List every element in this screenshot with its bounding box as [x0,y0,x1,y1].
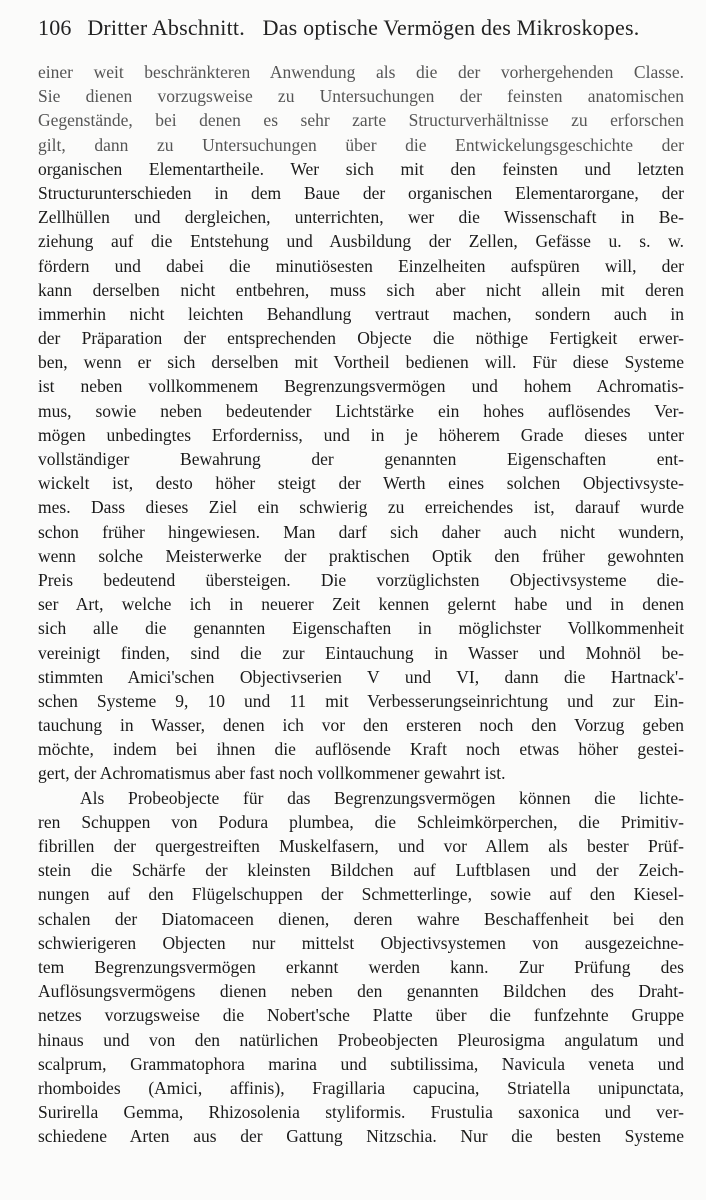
text-line: sich alle die genannten Eigenschaften in möglichster Vollkommenheit [38,618,684,639]
text-line: rhomboides (Amici, affinis), Fragillaria capucina, Striatella unipunctata, [38,1077,684,1098]
text-line: Sie dienen vorzugsweise zu Untersuchungen der feinsten anatomischen [38,86,684,107]
text-line: kann derselben nicht entbehren, muss sich aber nicht allein mit deren [38,279,684,300]
text-line: schon früher hingewiesen. Man darf sich daher auch nicht wundern, [38,521,684,542]
text-line: gert, der Achromatismus aber fast noch vollkommener gewahrt ist. [38,763,506,784]
text-line: Preis bedeutend übersteigen. Die vorzüglichsten Objectivsysteme die- [38,569,684,590]
text-line: einer weit beschränkteren Anwendung als die der vorhergehenden Classe. [38,62,684,82]
page-number: 106 [38,15,72,40]
text-line: fibrillen der quergestreiften Muskelfasern, und vor Allem als bester Prüf- [38,836,684,856]
text-line: hinaus und von den natürlichen Probeobjecten Pleurosigma angulatum und [38,1029,684,1050]
text-line: Als Probeobjecte für das Begrenzungsvermögen können die lichte- [80,787,684,808]
text-line: Surirella Gemma, Rhizosolenia styliformis. Frustulia saxonica und ver- [38,1102,684,1123]
text-line: mögen unbedingtes Erforderniss, und in je höherem Grade dieses unter [38,424,684,445]
text-line: schwierigeren Objecten nur mittelst Objectivsystemen von ausgezeichne- [38,932,684,953]
text-line: Gegenstände, bei denen es sehr zarte Structurverhältnisse zu erforschen [38,110,684,131]
text-line: Structurunterschieden in dem Baue der organischen Elementarorgane, der [38,182,684,203]
text-line: immerhin nicht leichten Behandlung vertraut machen, sondern auch in [38,303,684,324]
text-line: scalprum, Grammatophora marina und subtilissima, Navicula veneta und [38,1053,684,1074]
text-line: mes. Dass dieses Ziel ein schwierig zu erreichendes ist, darauf wurde [38,497,684,518]
text-line: ren Schuppen von Podura plumbea, die Schleimkörperchen, die Primitiv- [38,811,684,832]
text-line: vollständiger Bewahrung der genannten Eigenschaften ent- [38,449,684,469]
text-line: der Präparation der entsprechenden Objecte die nöthige Fertigkeit erwer- [38,328,684,349]
text-line: möchte, indem bei ihnen die auflösende Kraft noch etwas höher gestei- [38,739,684,760]
text-line: wenn solche Meisterwerke der praktischen Optik den früher gewohnten [38,545,684,566]
text-line: ben, wenn er sich derselben mit Vortheil bedienen will. Für diese Systeme [38,352,684,373]
text-line: organischen Elementartheile. Wer sich mit den feinsten und letzten [38,158,684,179]
text-line: ist neben vollkommenem Begrenzungsvermögen und hohem Achromatis- [38,376,684,397]
text-line: netzes vorzugsweise die Nobert'sche Platte über die funfzehnte Gruppe [38,1005,684,1026]
text-line: schiedene Arten aus der Gattung Nitzschia. Nur die besten Systeme [38,1126,684,1147]
text-line: nungen auf den Flügelschuppen der Schmetterlinge, sowie auf den Kiesel- [38,884,684,905]
text-line: schalen der Diatomaceen dienen, deren wahre Beschaffenheit bei den [38,908,684,929]
text-line: Zellhüllen und dergleichen, unterrichten, wer die Wissenschaft in Be- [38,207,684,228]
section-label: Dritter Abschnitt. [87,15,245,40]
text-line: schen Systeme 9, 10 und 11 mit Verbesserungseinrichtung und zur Ein- [38,690,684,711]
text-line: vereinigt finden, sind die zur Eintauchung in Wasser und Mohnöl be- [38,642,684,663]
text-line: gilt, dann zu Untersuchungen über die Entwickelungsgeschichte der [38,134,684,155]
running-head [38,14,684,42]
text-line: stimmten Amici'schen Objectivserien V und VI, dann die Hartnack'- [38,666,684,687]
text-line: tem Begrenzungsvermögen erkannt werden kann. Zur Prüfung des [38,956,684,977]
text-line: Auflösungsvermögens dienen neben den genannten Bildchen des Draht- [38,981,684,1002]
running-title: Das optische Vermögen des Mikroskopes. [262,15,640,40]
text-line: mus, sowie neben bedeutender Lichtstärke ein hohes auflösendes Ver- [38,400,684,421]
text-line: fördern und dabei die minutiösesten Einzelheiten aufspüren will, der [38,255,684,276]
text-line: ser Art, welche ich in neuerer Zeit kennen gelernt habe und in denen [38,594,684,615]
text-line: wickelt ist, desto höher steigt der Werth eines solchen Objectivsyste- [38,473,684,494]
text-line: ziehung auf die Entstehung und Ausbildung der Zellen, Gefässe u. s. w. [38,231,684,252]
text-line: stein die Schärfe der kleinsten Bildchen auf Luftblasen und der Zeich- [38,860,684,881]
text-line: tauchung in Wasser, denen ich vor den ersteren noch den Vorzug geben [38,715,684,736]
body-text [38,60,684,1148]
